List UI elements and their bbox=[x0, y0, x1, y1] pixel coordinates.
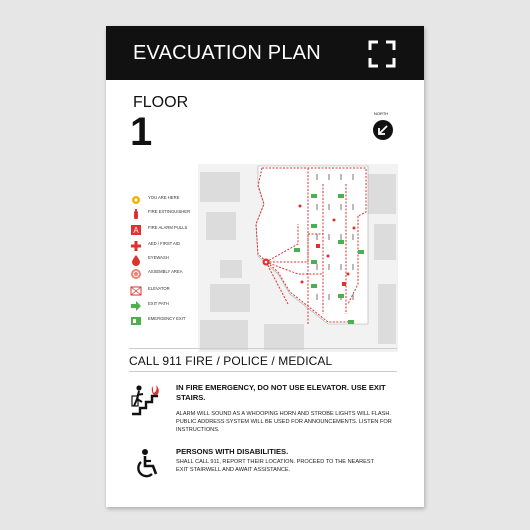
floor-label: FLOOR bbox=[133, 94, 189, 111]
no-elevator-stairs-icon bbox=[130, 382, 166, 418]
poster-header bbox=[106, 26, 424, 80]
legend-item bbox=[130, 240, 200, 254]
north-arrow-icon bbox=[373, 120, 393, 140]
legend-item bbox=[130, 254, 200, 268]
north-label: NORTH bbox=[374, 111, 389, 116]
evacuation-poster bbox=[106, 26, 424, 507]
assembly-area-icon bbox=[130, 268, 142, 280]
legend-label: FIRE ALARM PULLS bbox=[148, 225, 188, 230]
disabilities-heading: PERSONS WITH DISABILITIES. bbox=[176, 447, 289, 456]
exit-path-icon bbox=[130, 300, 142, 312]
warning-heading: IN FIRE EMERGENCY, DO NOT USE ELEVATOR. USE EXIT STAIRS. bbox=[176, 383, 386, 402]
legend-item bbox=[130, 285, 200, 299]
legend-label: EMERGENCY EXIT bbox=[148, 316, 186, 321]
legend-item bbox=[130, 208, 200, 222]
legend-item bbox=[130, 224, 200, 238]
floor-number: 1 bbox=[130, 110, 153, 154]
emergency-exit-icon bbox=[130, 315, 142, 327]
divider bbox=[129, 371, 397, 372]
legend-item bbox=[130, 315, 200, 329]
emergency-call-heading: CALL 911 FIRE / POLICE / MEDICAL bbox=[129, 354, 333, 368]
legend-label: ASSEMBLY AREA bbox=[148, 269, 183, 274]
legend-label: AED / FIRST AID bbox=[148, 241, 181, 246]
legend-label: FIRE EXTINGUISHER bbox=[148, 209, 191, 214]
disabilities-body: SHALL CALL 911, REPORT THEIR LOCATION. PROCEED TO THE NEAREST EXIT STAIRWELL AND AWAIT ASSISTANCE. bbox=[176, 459, 374, 474]
brand-logo-icon bbox=[368, 40, 396, 68]
legend-label: YOU ARE HERE bbox=[148, 195, 180, 200]
legend-label: EXIT PATH bbox=[148, 301, 169, 306]
you-are-here-icon bbox=[130, 194, 142, 206]
legend-item bbox=[130, 300, 200, 314]
legend-item bbox=[130, 268, 200, 282]
fire-extinguisher-icon bbox=[130, 208, 142, 220]
eyewash-icon bbox=[130, 254, 142, 266]
floor-plan-map bbox=[198, 164, 398, 352]
poster-title: EVACUATION PLAN bbox=[133, 42, 321, 64]
wheelchair-icon bbox=[134, 448, 160, 480]
divider bbox=[129, 348, 397, 349]
elevator-icon bbox=[130, 285, 142, 297]
svg-text:A: A bbox=[133, 226, 139, 235]
fire-alarm-pull-icon bbox=[130, 224, 142, 236]
legend-label: EYEWASH bbox=[148, 255, 169, 260]
warning-body: ALARM WILL SOUND AS A WHOOPING HORN AND STROBE LIGHTS WILL FLASH. PUBLIC ADDRESS SYSTEM WILL BE USED FOR ANNOUNCEMENTS. LISTEN FOR INSTRUCTIONS. bbox=[176, 411, 392, 434]
legend-label: ELEVATOR bbox=[148, 286, 170, 291]
legend-item bbox=[130, 194, 200, 208]
first-aid-icon bbox=[130, 240, 142, 252]
